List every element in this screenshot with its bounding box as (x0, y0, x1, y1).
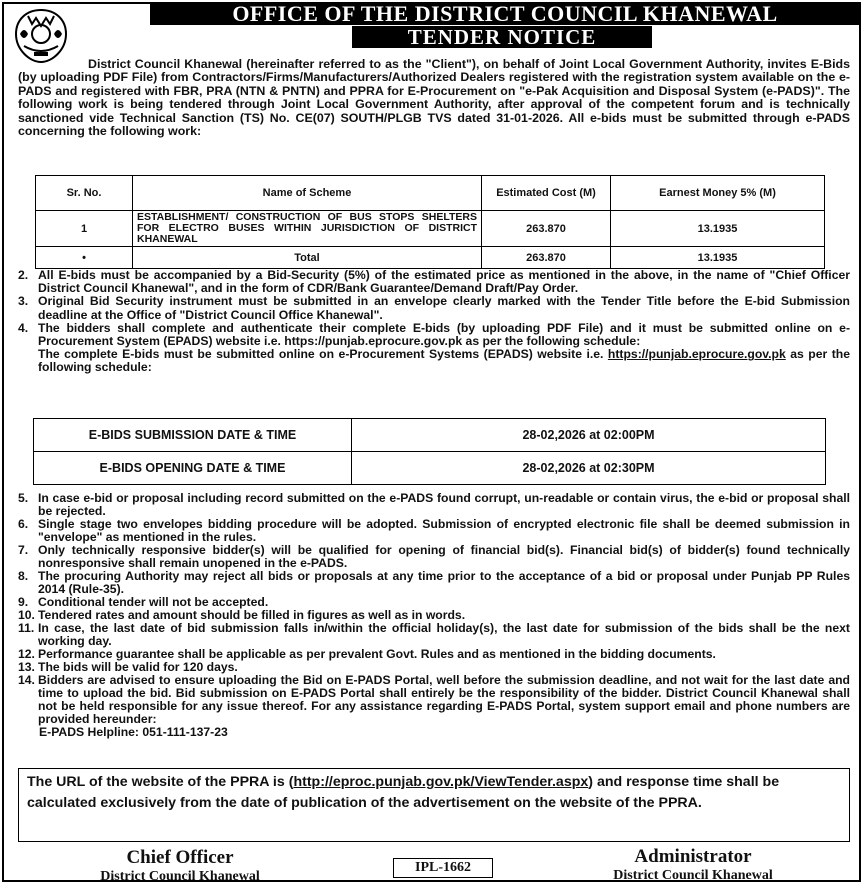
clause-number: 11. (18, 621, 35, 635)
row-sr-no: 1 (36, 211, 133, 247)
tender-notice-heading: TENDER NOTICE (352, 26, 652, 48)
clause-number: 10. (18, 608, 35, 622)
ppra-text-before: The URL of the website of the PPRA is ( (27, 774, 294, 790)
list-item (18, 492, 850, 518)
scheme-table-header (36, 176, 825, 211)
clause-text: Only technically responsive bidder(s) will be qualified for opening of financial bid(s). Financial bid(s) of bidder(s) found technically nonresponsive shall remain unopened in the e-PADS. (38, 543, 850, 570)
opening-value: 28-02,2026 at 02:30PM (352, 452, 826, 485)
clause-text: Tendered rates and amount should be filled in figures as well as in words. (38, 608, 466, 622)
row-estimated-cost: 263.870 (482, 211, 611, 247)
clause-text: In case e-bid or proposal including record submitted on the e-PADS found corrupt, un-readable or contain virus, the e-bid or proposal shall be rejected. (38, 491, 850, 518)
total-row (36, 247, 825, 269)
col-earnest-money: Earnest Money 5% (M) (611, 176, 825, 211)
clause-number: 2. (18, 268, 29, 282)
ppra-notice (18, 768, 850, 842)
list-item (18, 295, 850, 321)
ppra-link[interactable]: http://eproc.punjab.gov.pk/ViewTender.aspx (293, 774, 589, 790)
clause-text: Conditional tender will not be accepted. (38, 595, 269, 609)
ppra-text-after: ) and response time shall be calculated exclusively from the date of publication of the advertisement on the website of the PPRA. (27, 774, 780, 811)
clause-text: The bidders shall complete and authenticate their complete E-bids (by uploading PDF File) and it must be submitted online on e-Procurement System (EPADS) website i.e. https://punjab.eprocure.gov.pk as per the following schedule: (38, 320, 850, 349)
list-item (18, 622, 850, 648)
clauses-list-b (18, 492, 850, 739)
epads-link[interactable]: https://punjab.eprocure.gov.pk (607, 347, 786, 362)
intro-text: District Council Khanewal (hereinafter referred to as the "Client"), on behalf of Joint Local Government Authority, invites E-Bids (by uploading PDF File) from Contractors/Firms/Manufacturers/Authorized Dealers registered with the registration system available on the e-PADS and registered with FBR, PRA (NTN & PNTN) and PPRA for E-Procurement on "e-Pak Acquisition and Disposal System (e-PADS)". The following work is being tendered through Joint Local Government Authority, after approval of the competent forum and is technically sanctioned vide Technical Sanction (TS) No. CE(07) SOUTH/PLGB TVS dated 31-01-2026. All e-bids must be submitted through e-PADS concerning the following work: (18, 57, 850, 139)
clause4-extra (38, 348, 850, 374)
chief-officer-office: District Council Khanewal (100, 869, 260, 884)
list-item (18, 269, 850, 295)
total-bullet: • (36, 247, 133, 269)
clauses-list-a (18, 269, 850, 375)
clause-number: 3. (18, 294, 29, 309)
list-item (18, 544, 850, 570)
clause-text: Original Bid Security instrument must be submitted in an envelope clearly marked with the Tender Title before the E-bid Submission deadline at the Office of "District Council Office Khanewal". (38, 294, 850, 322)
administrator-title: Administrator (634, 846, 752, 867)
clause-number: 4. (18, 320, 29, 335)
col-scheme-name: Name of Scheme (133, 176, 482, 211)
clause-number: 7. (18, 543, 29, 557)
clause-number: 8. (18, 569, 29, 583)
schedule-row (34, 452, 826, 485)
total-cost: 263.870 (482, 247, 611, 269)
intro-paragraph (18, 58, 850, 138)
row-scheme-name: ESTABLISHMENT/ CONSTRUCTION OF BUS STOPS SHELTERS FOR ELECTRO BUSES WITHIN JURISDICTION OF DISTRICT KHANEWAL (133, 211, 482, 247)
clause-number: 14. (18, 673, 35, 687)
clause-text: All E-bids must be accompanied by a Bid-Security (5%) of the estimated price as mentioned in the above, in the name of "Chief Officer District Council Khanewal", and in the form of CDR/Bank Guarantee/Demand Draft/Pay Order. (38, 268, 850, 296)
scheme-table (35, 175, 825, 269)
office-title: OFFICE OF THE DISTRICT COUNCIL KHANEWAL (150, 3, 860, 25)
ipl-number: IPL-1662 (393, 858, 493, 878)
clause4-extra-after: as per the following schedule: (38, 347, 851, 375)
submission-label: E-BIDS SUBMISSION DATE & TIME (34, 419, 352, 452)
clause-number: 9. (18, 595, 29, 609)
list-item (18, 674, 850, 726)
list-item (18, 322, 850, 348)
clause-text: The bids will be valid for 120 days. (38, 660, 238, 674)
opening-label: E-BIDS OPENING DATE & TIME (34, 452, 352, 485)
col-estimated-cost: Estimated Cost (M) (482, 176, 611, 211)
schedule-row (34, 419, 826, 452)
row-earnest-money: 13.1935 (611, 211, 825, 247)
clause-text: In case, the last date of bid submission falls in/within the official holiday(s), the last date for submission of the bids shall be the next working day. (38, 621, 850, 648)
list-item (18, 570, 850, 596)
clause-number: 6. (18, 517, 29, 531)
submission-value: 28-02,2026 at 02:00PM (352, 419, 826, 452)
list-item (18, 348, 850, 374)
total-earnest: 13.1935 (611, 247, 825, 269)
table-row (36, 211, 825, 247)
clause-text: Performance guarantee shall be applicable as per prevalent Govt. Rules and as mentioned in the bidding documents. (38, 647, 716, 661)
clause4-extra-text: The complete E-bids must be submitted online on e-Procurement Systems (EPADS) website i.e. (38, 347, 604, 362)
signature-administrator (548, 847, 838, 884)
col-sr-no: Sr. No. (36, 176, 133, 211)
schedule-table (33, 418, 826, 485)
administrator-office: District Council Khanewal (613, 868, 773, 883)
clause-number: 5. (18, 491, 29, 505)
list-item (18, 518, 850, 544)
clause-text: Bidders are advised to ensure uploading the Bid on E-PADS Portal, well before the submission deadline, and not wait for the last date and time to upload the bid. Bid submission on E-PADS Portal shall entirely be the responsibility of the bidder. District Council Khanewal shall not be held responsible for any issue thereof. For any assistance regarding E-PADS Portal, system support email and phone numbers are provided hereunder: (38, 673, 850, 726)
district-council-emblem-icon (6, 6, 76, 66)
epads-helpline: E-PADS Helpline: 051-111-137-23 (39, 725, 228, 739)
chief-officer-title: Chief Officer (126, 847, 234, 868)
clause-text: The procuring Authority may reject all bids or proposals at any time prior to the acceptance of a bid or proposal under Punjab PP Rules 2014 (Rule-35). (38, 569, 850, 596)
signature-chief-officer (50, 848, 310, 885)
clause-number: 12. (18, 647, 35, 661)
clause-text: Single stage two envelopes bidding procedure will be adopted. Submission of encrypted electronic file shall be deemed submission in "envelope" as mentioned in the rules. (38, 517, 850, 544)
total-label: Total (133, 247, 482, 269)
clause-number: 13. (18, 660, 35, 674)
